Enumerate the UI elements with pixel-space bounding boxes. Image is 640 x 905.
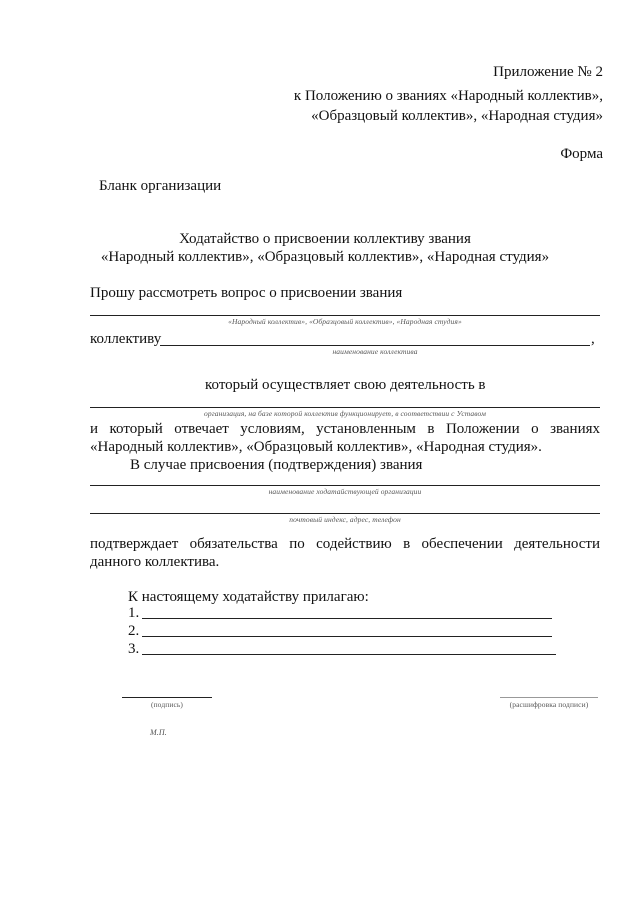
organization-fill-line[interactable] bbox=[90, 407, 600, 408]
activity-text: который осуществляет свою деятельность в bbox=[205, 377, 486, 393]
attachment-field-3[interactable] bbox=[142, 654, 556, 655]
collective-label: коллективу bbox=[90, 331, 162, 347]
conditions-line-2: «Народный коллектив», «Образцовый коллектив», «Народная студия». bbox=[90, 439, 542, 455]
signature-decode-field[interactable] bbox=[500, 697, 598, 698]
attachments-label: К настоящему ходатайству прилагаю: bbox=[128, 589, 369, 605]
request-text: Прошу рассмотреть вопрос о присвоении звания bbox=[90, 285, 403, 301]
organization-hint: организация, на базе которой коллектив функционирует, в соответствии с Уставом bbox=[204, 409, 486, 418]
collective-name-field[interactable] bbox=[160, 345, 590, 346]
address-fill-line[interactable] bbox=[90, 513, 600, 514]
appendix-reference: к Положению о званиях «Народный коллектив», bbox=[293, 88, 603, 104]
attachment-number-1: 1. bbox=[128, 605, 140, 621]
petitioner-fill-line[interactable] bbox=[90, 485, 600, 486]
obligation-line-1: подтверждает обязательства по содействию в обеспечении деятельности bbox=[90, 536, 600, 552]
document-title-titles: «Народный коллектив», «Образцовый коллектив», «Народная студия» bbox=[100, 249, 550, 265]
collective-comma: , bbox=[591, 331, 595, 347]
attachment-number-2: 2. bbox=[128, 623, 140, 639]
attachment-field-2[interactable] bbox=[142, 636, 552, 637]
conditions-line-1: и который отвечает условиям, установленным в Положении о званиях bbox=[90, 421, 600, 437]
collective-name-hint: наименование коллектива bbox=[332, 347, 418, 356]
signature-hint: (подпись) bbox=[150, 700, 184, 709]
signature-decode-hint: (расшифровка подписи) bbox=[509, 700, 589, 709]
attachment-field-1[interactable] bbox=[142, 618, 552, 619]
signature-field[interactable] bbox=[122, 697, 212, 698]
stamp-place: М.П. bbox=[150, 728, 167, 737]
obligation-line-2: данного коллектива. bbox=[90, 554, 220, 570]
appendix-number: Приложение № 2 bbox=[493, 64, 603, 80]
petitioner-hint: наименование ходатайствующей организации bbox=[268, 487, 422, 496]
address-hint: почтовый индекс, адрес, телефон bbox=[289, 515, 401, 524]
attachment-number-3: 3. bbox=[128, 641, 140, 657]
appendix-titles: «Образцовый коллектив», «Народная студия» bbox=[311, 108, 603, 124]
title-hint: «Народный коллектив», «Образцовый коллектив», «Народная студия» bbox=[228, 317, 462, 326]
document-title: Ходатайство о присвоении коллективу звания bbox=[179, 231, 471, 247]
case-text: В случае присвоения (подтверждения) звания bbox=[130, 457, 423, 473]
organization-letterhead-label: Бланк организации bbox=[99, 178, 222, 194]
form-label: Форма bbox=[560, 146, 603, 162]
title-fill-line[interactable] bbox=[90, 315, 600, 316]
